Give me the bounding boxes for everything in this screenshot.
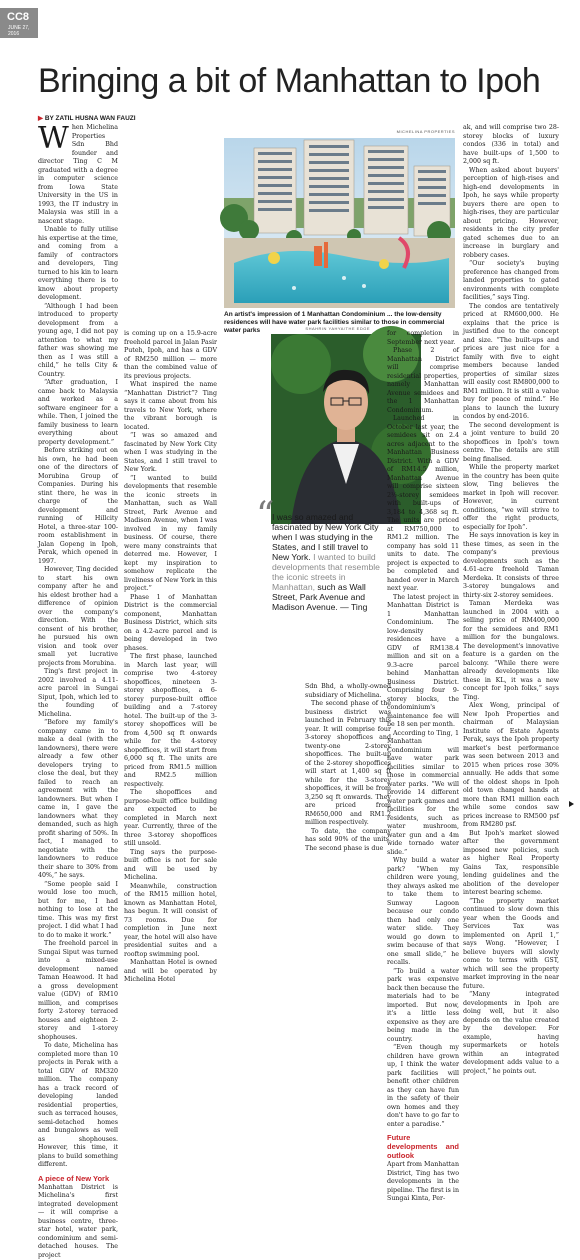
paragraph: Why build a water park? “When my children were young, they always asked me to take them to Sunway Lagoon because our condo then had only one water slide. They would go down to swim because of that one small slide,” he recalls.	[387, 857, 459, 968]
paragraph: Meanwhile, construction of the RM15 million hotel, known as Manhattan Hotel, has begun. It will consist of 73 rooms. Due for completion in June next year, the hotel will also have presidential suites and a rooftop swimming pool.	[124, 883, 217, 960]
main-photo-caption: An artist's impression of 1 Manhattan Condominium ... the low-density residences will have water park facilities similar to those in commercial water parks	[224, 311, 455, 335]
paragraph: The first phase, launched in March last year, will comprise two 4-storey shopoffices, nineteen 3-storey shopoffices, a 6-storey purpose-built office building and a 7-storey hotel. The built-up of the 3-storey shopoffices will be from 4,500 sq ft onwards while for the 4-storey shopoffices, it will start from 6,000 sq ft. The units are priced from RM1.5 million and RM2.5 million respectively.	[124, 653, 217, 789]
paragraph: Alex Wong, principal of New Ipoh Properties and chairman of Malaysian Institute of Estate Agents Perak, says the Ipoh property market's best performance was seen between 2013 and 2015 when prices rose 30% annually. He adds that some of the oldest shops in Ipoh old town changed hands at more than RM1 million each while some condos saw prices increase to RM500 psf from RM280 psf.	[463, 702, 559, 830]
byline-text: BY ZATIL HUSNA WAN FAUZI	[45, 115, 136, 122]
paragraph: “I wanted to build developments that resemble the iconic streets in Manhattan, such as Wall Street, Park Avenue and Madison Avenue, when I was involved in my family business. Of course, there were many constraints that deterred me. However, I kept my inspiration to somehow replicate the liveliness of New York in this project.”	[124, 475, 217, 594]
paragraph: To date, the company has sold 90% of the units. The second phase is due	[305, 828, 391, 854]
paragraph: But Ipoh's market slowed after the government imposed new policies, such as higher Real Property Gains Tax, responsible lending guidelines and the abolition of the developer interest bearing scheme.	[463, 830, 559, 898]
paragraph: Ting's first project in 2002 involved a 4.11-acre parcel in Sungai Siput, Ipoh, which led to the founding of Michelina.	[38, 668, 118, 719]
paragraph: “Even though my children have grown up, I think the water park facilities will benefit other children as they can have fun in the safety of their own homes and they don't have to go far to enter a paradise.”	[387, 1044, 459, 1129]
paragraph: “Many integrated developments in Ipoh are doing well, but it also depends on the value created by the developer. For example, having supermarkets or hotels within an integrated development adds value to a project,” he points out.	[463, 991, 559, 1076]
article-column-1	[38, 124, 118, 800]
byline-marker-icon: ▶	[38, 115, 45, 122]
article-column-2-text	[124, 330, 217, 803]
paragraph: Apart from Manhattan District, Ting has two developments in the pipeline. The first is in Sungai Kinta, Per-	[387, 1161, 459, 1204]
condominium-illustration	[224, 138, 455, 308]
paragraph: Ting says the purpose-built office is not for sale and will be used by Michelina.	[124, 849, 217, 883]
pull-quote-attribution: — Ting	[340, 602, 367, 612]
paragraph: What inspired the name “Manhattan District”? Ting says it came about from his travels to New York, where the vibrant borough is located.	[124, 381, 217, 432]
paragraph: Launched in October last year, the semidees sit on 2.4 acres adjacent to the Manhattan Business District. With a GDV of RM14.5 million, Manhattan Avenue will comprise sixteen 2½-storey semidees with built-ups of 3,184 to 4,368 sq ft. The units are priced at RM750,000 to RM1.2 million. The company has sold 11 units to date. The project is expected to be completed and handed over in March next year.	[387, 415, 459, 594]
subhead-future-developments: Future developments and outlook	[387, 1133, 459, 1160]
quote-mark-icon: “	[256, 498, 274, 534]
section-tab	[0, 8, 38, 38]
paragraph: “I was so amazed and fascinated by New York City when I was studying in the States, and I still travel to New York.	[124, 432, 217, 475]
paragraph: The shopoffices and purpose-built office building are expected to be completed in March next year. Currently, three of the three 3-storey shopoffices still unsold.	[124, 789, 217, 849]
paragraph: Unable to fully utilise his expertise at the time, and coming from a family of contractors and developers, Ting turned to his kin to learn everything there is to know about property development.	[38, 226, 118, 303]
pull-quote-tail: such as Wall Street, Park Avenue and Madison Avenue.	[272, 582, 366, 612]
headline: Bringing a bit of Manhattan to Ipoh	[38, 62, 558, 101]
artist-impression-image	[224, 138, 455, 308]
paragraph: The condos are tentatively priced at RM600,000. He explains that the price is justified due to the concept and size. “The built-ups and prices are just nice for a family with five to eight members because landed properties of similar sizes will easily cost RM800,000 to RM1 million. It is still a value buy for peace of mind.” He plans to launch the luxury condos by end-2016.	[463, 303, 559, 422]
lead-paragraph: When Michelina Properties Sdn Bhd founder and director Ting C M graduated with a degree in computer science from Iowa State University in the US in 1993, the IT industry in Malaysia was still in a nascent stage.	[38, 124, 118, 226]
pull-quote	[272, 512, 382, 612]
paragraph: The freehold parcel in Sungai Siput was turned into a mixed-use development named Taman Heawood. It had a gross development value (GDV) of RM10 million, and comprises forty 2-storey terraced houses and eighteen 2-storey and 1-storey shophouses.	[38, 940, 118, 1042]
article-column-3	[305, 683, 391, 803]
article-column-5	[463, 124, 559, 804]
paragraph: for completion in September next year.	[387, 330, 459, 347]
paragraph: “After graduation, I came back to Malaysia and worked as a software engineer for a while. Then, I joined the family business to learn everything about property development.”	[38, 379, 118, 447]
paragraph: According to Ting, 1 Manhattan Condominium will have water park facilities similar to those in commercial water parks. “We will provide 14 different water park games and facilities for the residents, such as water mushroom, water gun and a 4m wide tornado water slide.”	[387, 730, 459, 858]
pull-quote-lead: I was so amazed and fascinated by New York City when I was studying in the States, and I still travel to New York.	[272, 512, 379, 562]
subhead-piece-of-new-york: A piece of New York	[38, 1174, 118, 1183]
continue-arrow-icon	[569, 801, 574, 807]
paragraph: Sdn Bhd, a wholly-owned subsidiary of Michelina.	[305, 683, 391, 700]
paragraph: Manhattan District is Michelina's first integrated development — it will comprise a business centre, three-star hotel, water park, condominium and semi-detached houses. The project	[38, 1184, 118, 1260]
paragraph: While the property market in the country has been quite slow, Ting believes the market in Ipoh will recover. However, in current conditions, “we will strive to offer the right products, especially for Ipoh”.	[463, 464, 559, 532]
drop-cap: W	[38, 126, 69, 152]
paragraph: The latest project in Manhattan District is 1 Manhattan Condominium. The low-density residences have a GDV of RM138.4 million and sit on a 9.3-acre parcel behind Manhattan Business District. Comprising four 9-storey blocks, the condominium's maintenance fee will be 18 sen per month.	[387, 594, 459, 730]
paragraph: The second phase of the business district was launched in February this year. It will comprise four 3-storey shopoffices and twenty-one 2-storey shopoffices. The built-up of the 2-storey shopoffices will start at 1,400 sq ft while for the 3-storey shopoffices, it will be from 3,250 sq ft onwards. They are priced from RM650,000 and RM1.2 million respectively.	[305, 700, 391, 828]
paragraph: “Before my family's company came in to make a deal (with the landowners), there were already a few other developers trying to close the deal, but they failed to reach an agreement with the landowners. But when I came in, I gave the landowners what they demanded, such as high profit sharing of 50%. In fact, I managed to negotiate with the landowners to reduce their share to 30% from 40%,” he says.	[38, 719, 118, 881]
paragraph: However, Ting decided to start his own company after he and his eldest brother had a difference of opinion over the company's direction. With the consent of his brother, he pursued his own vision and took over small yet lucrative projects from Morubina.	[38, 566, 118, 668]
paragraph: “Some people said I would lose too much, but for me, I had nothing to lose at the time. This was my first project. I did what I had to do to make it work.”	[38, 881, 118, 941]
photo-credit-main: MICHELINA PROPERTIES	[380, 129, 455, 134]
paragraph: Phase 1 of Manhattan District is the commercial component, Manhattan Business District, which sits on a 4.2-acre parcel and is being developed in two phases.	[124, 594, 217, 654]
paragraph: The second development is a joint venture to build 20 shopoffices in Ipoh's town centre. The details are still being finalised.	[463, 422, 559, 465]
paragraph: Manhattan Hotel is owned and will be operated by Michelina Hotel	[124, 959, 217, 985]
section-date: JUNE 27, 2016	[8, 25, 34, 37]
paragraph: Before striking out on his own, he had been one of the directors of Morubina Group of Companies. During his stint there, he was in charge of the development and running of Hillcity Hotel, a three-star 100-room establishment in Jalan Gopeng in Ipoh, Perak, which opened in 1997.	[38, 447, 118, 566]
paragraph: Taman Merdeka was launched in 2004 with a selling price of RM400,000 for the semidees and RM1 million for the bungalows. The development's innovative feature is a garden on the balcony. “While there were already developments like these in KL, it was a new concept for Ipoh folks,” says Ting.	[463, 600, 559, 702]
article-column-4	[387, 330, 459, 803]
paragraph: ak, and will comprise two 28-storey blocks of luxury condos (336 in total) and have built-ups of 1,500 to 2,000 sq ft.	[463, 124, 559, 167]
paragraph: “The property market continued to slow down this year when the Goods and Services Tax was implemented on April 1,” says Wong. “However, I believe buyers will slowly come to terms with GST, which will see the property market improving in the near future.	[463, 898, 559, 992]
photo-credit-portrait: SHAHRIN YAHYA/THE EDGE	[300, 326, 370, 331]
paragraph: “Although I had been introduced to property development from a young age, I did not pay attention to what my father was showing me then as I was still a child,” he tells City & Country.	[38, 303, 118, 380]
paragraph: When asked about buyers' perception of high-rises and high-end developments in Ipoh, he says while property buyers there are open to high-rises, they are particular about pricing. However, residents in the city prefer gated schemes due to an increase in burglary and robbery cases.	[463, 167, 559, 261]
pull-quote-highlight: I wanted to build developments that resemble the iconic streets in Manhattan,	[272, 552, 380, 592]
paragraph: He says innovation is key in these times, as seen in the company's previous developments such as the 4.61-acre freehold Taman Merdeka. It consists of three 3-storey bungalows and thirty-six 2-storey semidees.	[463, 532, 559, 600]
paragraph: is coming up on a 15.9-acre freehold parcel in Jalan Pasir Puteh, Ipoh, and has a GDV of RM250 million — more than the combined value of its previous projects.	[124, 330, 217, 381]
section-label: CC8	[7, 11, 29, 23]
paragraph: “To build a water park was expensive back then because the materials had to be imported. But now, it's a little less expensive as they are being made in the country.	[387, 968, 459, 1045]
paragraph: Phase 2 of Manhattan District will comprise residential properties, namely Manhattan Avenue semidees and the 1 Manhattan Condominium.	[387, 347, 459, 415]
paragraph: “Our society's buying preference has changed from landed properties to gated environments with complete facilities,” says Ting.	[463, 260, 559, 303]
paragraph: To date, Michelina has completed more than 10 projects in Perak with a total GDV of RM320 million. The company has a track record of developing landed residential properties, such as terraced houses, semi-detached homes and bungalows as well as shophouses. However, this time, it plans to build something different.	[38, 1042, 118, 1170]
